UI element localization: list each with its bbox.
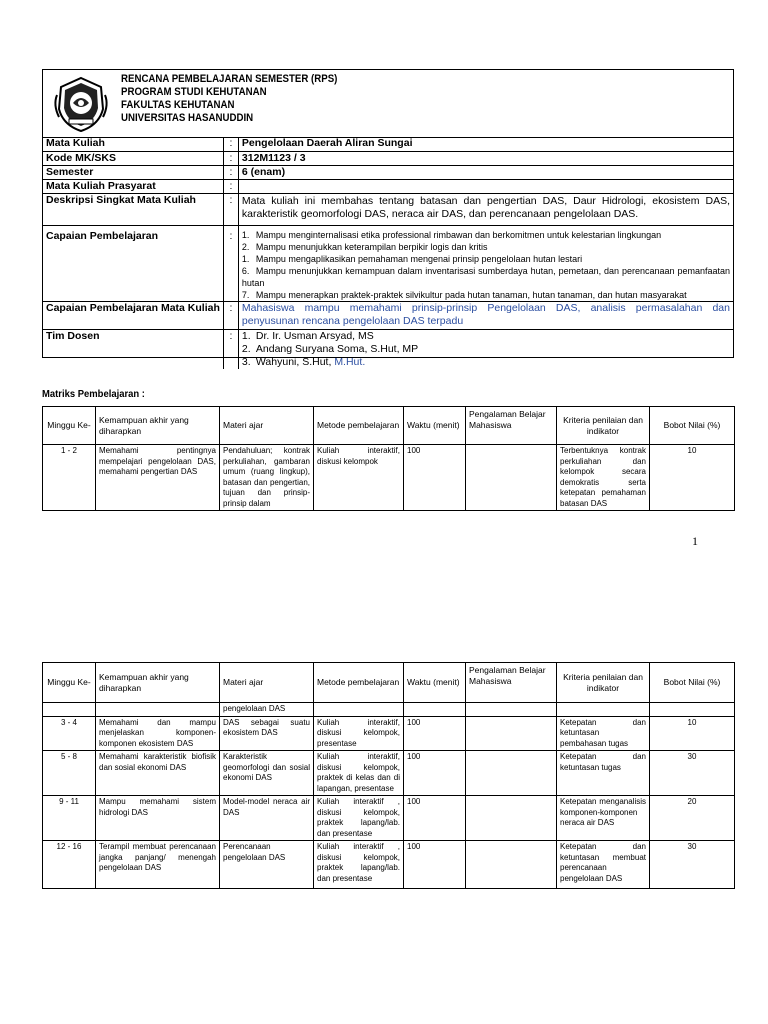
cell-materi: DAS sebagai suatu ekosistem DAS bbox=[220, 716, 314, 751]
colon: : bbox=[223, 329, 238, 369]
header-bobot: Bobot Nilai (%) bbox=[650, 407, 735, 445]
cell-pengalaman bbox=[466, 716, 557, 751]
cell-materi: pengelolaan DAS bbox=[220, 703, 314, 717]
cell-kemampuan bbox=[96, 703, 220, 717]
colon: : bbox=[223, 301, 238, 329]
header-materi: Materi ajar bbox=[220, 663, 314, 703]
value-kode: 312M1123 / 3 bbox=[238, 151, 733, 165]
value-capaian bbox=[238, 225, 733, 301]
page-number: 1 bbox=[692, 534, 698, 548]
colon: : bbox=[223, 193, 238, 225]
cell-pengalaman bbox=[466, 703, 557, 717]
cell-bobot: 20 bbox=[650, 796, 735, 841]
header-row bbox=[43, 663, 735, 703]
colon: : bbox=[223, 137, 238, 151]
cell-metode: Kuliah interaktif, diskusi kelompok, praktek di kelas dan di lapangan, presentase bbox=[314, 751, 404, 796]
matriks-table-page1 bbox=[42, 406, 735, 511]
cell-minggu: 5 - 8 bbox=[43, 751, 96, 796]
capaian-item: 2. Mampu menunjukkan keterampilan berpikir logis dan kritis bbox=[241, 241, 488, 252]
cell-kemampuan: Memahami pentingnya mempelajari pengelolaan DAS, memahami pengertian DAS bbox=[96, 445, 220, 511]
colon: : bbox=[223, 151, 238, 165]
row-semester bbox=[43, 165, 733, 179]
colon: : bbox=[223, 165, 238, 179]
cell-metode: Kuliah interaktif , diskusi kelompok, praktek lapang/lab. dan presentase bbox=[314, 841, 404, 889]
header-title bbox=[121, 73, 337, 125]
header-bobot: Bobot Nilai (%) bbox=[650, 663, 735, 703]
matriks-table-page2 bbox=[42, 662, 735, 889]
cell-minggu: 1 - 2 bbox=[43, 445, 96, 511]
row-dosen bbox=[43, 329, 733, 369]
cell-materi: Karakteristik geomorfologi dan sosial ekonomi DAS bbox=[220, 751, 314, 796]
dosen-item: 3. Wahyuni, S.Hut, M.Hut. bbox=[241, 355, 366, 368]
label-kode: Kode MK/SKS bbox=[43, 151, 223, 165]
dosen-item: 1. Dr. Ir. Usman Arsyad, MS bbox=[241, 329, 374, 342]
header-waktu: Waktu (menit) bbox=[404, 663, 466, 703]
cell-bobot: 10 bbox=[650, 716, 735, 751]
cell-metode: Kuliah interaktif, diskusi kelompok bbox=[314, 445, 404, 511]
cell-waktu: 100 bbox=[404, 796, 466, 841]
row-mata-kuliah bbox=[43, 137, 733, 151]
cell-kemampuan: Memahami karakteristik biofisik dan sosial ekonomi DAS bbox=[96, 751, 220, 796]
cell-minggu bbox=[43, 703, 96, 717]
capaian-item: 1. Mampu menginternalisasi etika professional rimbawan dan berkomitmen untuk kelestarian lingkungan bbox=[241, 229, 662, 240]
title-line-fakultas: FAKULTAS KEHUTANAN bbox=[121, 99, 235, 111]
colon: : bbox=[223, 225, 238, 301]
cell-pengalaman bbox=[466, 751, 557, 796]
label-prasyarat: Mata Kuliah Prasyarat bbox=[43, 179, 223, 193]
header-pengalaman: Pengalaman Belajar Mahasiswa bbox=[466, 663, 557, 703]
cell-kemampuan: Terampil membuat perencanaan jangka panjang/ menengah pengelolaan DAS bbox=[96, 841, 220, 889]
header-pengalaman: Pengalaman Belajar Mahasiswa bbox=[466, 407, 557, 445]
title-line-rps: RENCANA PEMBELAJARAN SEMESTER (RPS) bbox=[121, 73, 338, 85]
row-kode bbox=[43, 151, 733, 165]
header-minggu: Minggu Ke- bbox=[43, 407, 96, 445]
value-dosen bbox=[238, 329, 733, 369]
title-line-universitas: UNIVERSITAS HASANUDDIN bbox=[121, 112, 254, 124]
cell-kriteria: Ketepatan dan ketuntasan pembahasan tugas bbox=[557, 716, 650, 751]
value-cpmk: Mahasiswa mampu memahami prinsip-prinsip Pengelolaan DAS, analisis permasalahan dan penyusunan rencana pengelolaan DAS terpadu bbox=[238, 301, 733, 329]
header-row bbox=[43, 407, 735, 445]
row-cpmk bbox=[43, 301, 733, 329]
capaian-item: 6. Mampu menunjukkan kemampuan dalam inventarisasi sumberdaya hutan, pemetaan, dan perencanaan pemanfaatan hutan bbox=[241, 265, 730, 288]
cell-waktu: 100 bbox=[404, 716, 466, 751]
cell-materi: Perencanaan pengelolaan DAS bbox=[220, 841, 314, 889]
table-row bbox=[43, 703, 735, 717]
colon: : bbox=[223, 179, 238, 193]
label-mata-kuliah: Mata Kuliah bbox=[43, 137, 223, 151]
cell-kriteria bbox=[557, 703, 650, 717]
label-dosen: Tim Dosen bbox=[43, 329, 223, 369]
table-row bbox=[43, 796, 735, 841]
header-metode: Metode pembelajaran bbox=[314, 407, 404, 445]
value-semester: 6 (enam) bbox=[238, 165, 733, 179]
table-row bbox=[43, 841, 735, 889]
title-line-prodi: PROGRAM STUDI KEHUTANAN bbox=[121, 86, 267, 98]
label-capaian: Capaian Pembelajaran bbox=[43, 225, 223, 301]
university-logo bbox=[51, 75, 111, 133]
cell-minggu: 9 - 11 bbox=[43, 796, 96, 841]
cell-kriteria: Ketepatan dan ketuntasan tugas bbox=[557, 751, 650, 796]
label-semester: Semester bbox=[43, 165, 223, 179]
cell-waktu: 100 bbox=[404, 841, 466, 889]
value-deskripsi: Mata kuliah ini membahas tentang batasan dan pengertian DAS, Daur Hidrologi, ekosistem DAS, karakteristik geomorfologi DAS, neraca air DAS, dan perencanaan pengelolaan DAS. bbox=[238, 193, 733, 225]
header-top bbox=[43, 70, 733, 138]
header-minggu: Minggu Ke- bbox=[43, 663, 96, 703]
header-kemampuan: Kemampuan akhir yang diharapkan bbox=[96, 407, 220, 445]
header-materi: Materi ajar bbox=[220, 407, 314, 445]
cell-minggu: 12 - 16 bbox=[43, 841, 96, 889]
cell-bobot: 30 bbox=[650, 841, 735, 889]
capaian-item: 1. Mampu mengaplikasikan pemahaman mengenai prinsip pengelolaan hutan lestari bbox=[241, 253, 583, 264]
header-kriteria: Kriteria penilaian dan indikator bbox=[557, 663, 650, 703]
cell-pengalaman bbox=[466, 841, 557, 889]
cell-waktu: 100 bbox=[404, 751, 466, 796]
dosen-item: 2. Andang Suryana Soma, S.Hut, MP bbox=[241, 342, 419, 355]
table-row bbox=[43, 445, 735, 511]
cell-kriteria: Ketepatan menganalisis komponen-komponen neraca air DAS bbox=[557, 796, 650, 841]
row-capaian bbox=[43, 225, 733, 301]
cell-kriteria: Ketepatan dan ketuntasan membuat perencanaan pengelolaan DAS bbox=[557, 841, 650, 889]
row-deskripsi bbox=[43, 193, 733, 225]
header-metode: Metode pembelajaran bbox=[314, 663, 404, 703]
table-row bbox=[43, 716, 735, 751]
course-info-table bbox=[43, 137, 733, 369]
cell-metode: Kuliah interaktif , diskusi kelompok, praktek lapang/lab. dan presentase bbox=[314, 796, 404, 841]
cell-materi: Model-model neraca air DAS bbox=[220, 796, 314, 841]
cell-minggu: 3 - 4 bbox=[43, 716, 96, 751]
cell-kriteria: Terbentuknya kontrak perkuliahan dan kelompok secara demokratis serta ketepatan pemahaman batasan DAS bbox=[557, 445, 650, 511]
header-waktu: Waktu (menit) bbox=[404, 407, 466, 445]
cell-bobot: 10 bbox=[650, 445, 735, 511]
cell-waktu: 100 bbox=[404, 445, 466, 511]
cell-waktu bbox=[404, 703, 466, 717]
capaian-list bbox=[242, 229, 730, 301]
label-cpmk: Capaian Pembelajaran Mata Kuliah bbox=[43, 301, 223, 329]
cell-materi: Pendahuluan; kontrak perkuliahan, gambaran umum (ruang lingkup), batasan dan pengertian, tujuan dan prinsip-prinsip dalam bbox=[220, 445, 314, 511]
row-prasyarat bbox=[43, 179, 733, 193]
cell-kemampuan: Memahami dan mampu menjelaskan komponen-komponen ekosistem DAS bbox=[96, 716, 220, 751]
cell-metode: Kuliah interaktif, diskusi kelompok, presentase bbox=[314, 716, 404, 751]
value-prasyarat bbox=[238, 179, 733, 193]
header-kriteria: Kriteria penilaian dan indikator bbox=[557, 407, 650, 445]
rps-header-block bbox=[42, 69, 734, 368]
cell-metode bbox=[314, 703, 404, 717]
cell-pengalaman bbox=[466, 796, 557, 841]
cell-bobot: 30 bbox=[650, 751, 735, 796]
cell-kemampuan: Mampu memahami sistem hidrologi DAS bbox=[96, 796, 220, 841]
header-kemampuan: Kemampuan akhir yang diharapkan bbox=[96, 663, 220, 703]
table-row bbox=[43, 751, 735, 796]
matriks-title: Matriks Pembelajaran : bbox=[42, 388, 145, 400]
value-mata-kuliah: Pengelolaan Daerah Aliran Sungai bbox=[238, 137, 733, 151]
label-deskripsi: Deskripsi Singkat Mata Kuliah bbox=[43, 193, 223, 225]
cell-pengalaman bbox=[466, 445, 557, 511]
cell-bobot bbox=[650, 703, 735, 717]
capaian-item: 7. Mampu menerapkan praktek-praktek silvikultur pada hutan tanaman, hutan tanaman, dan hutan masyarakat bbox=[241, 289, 687, 300]
